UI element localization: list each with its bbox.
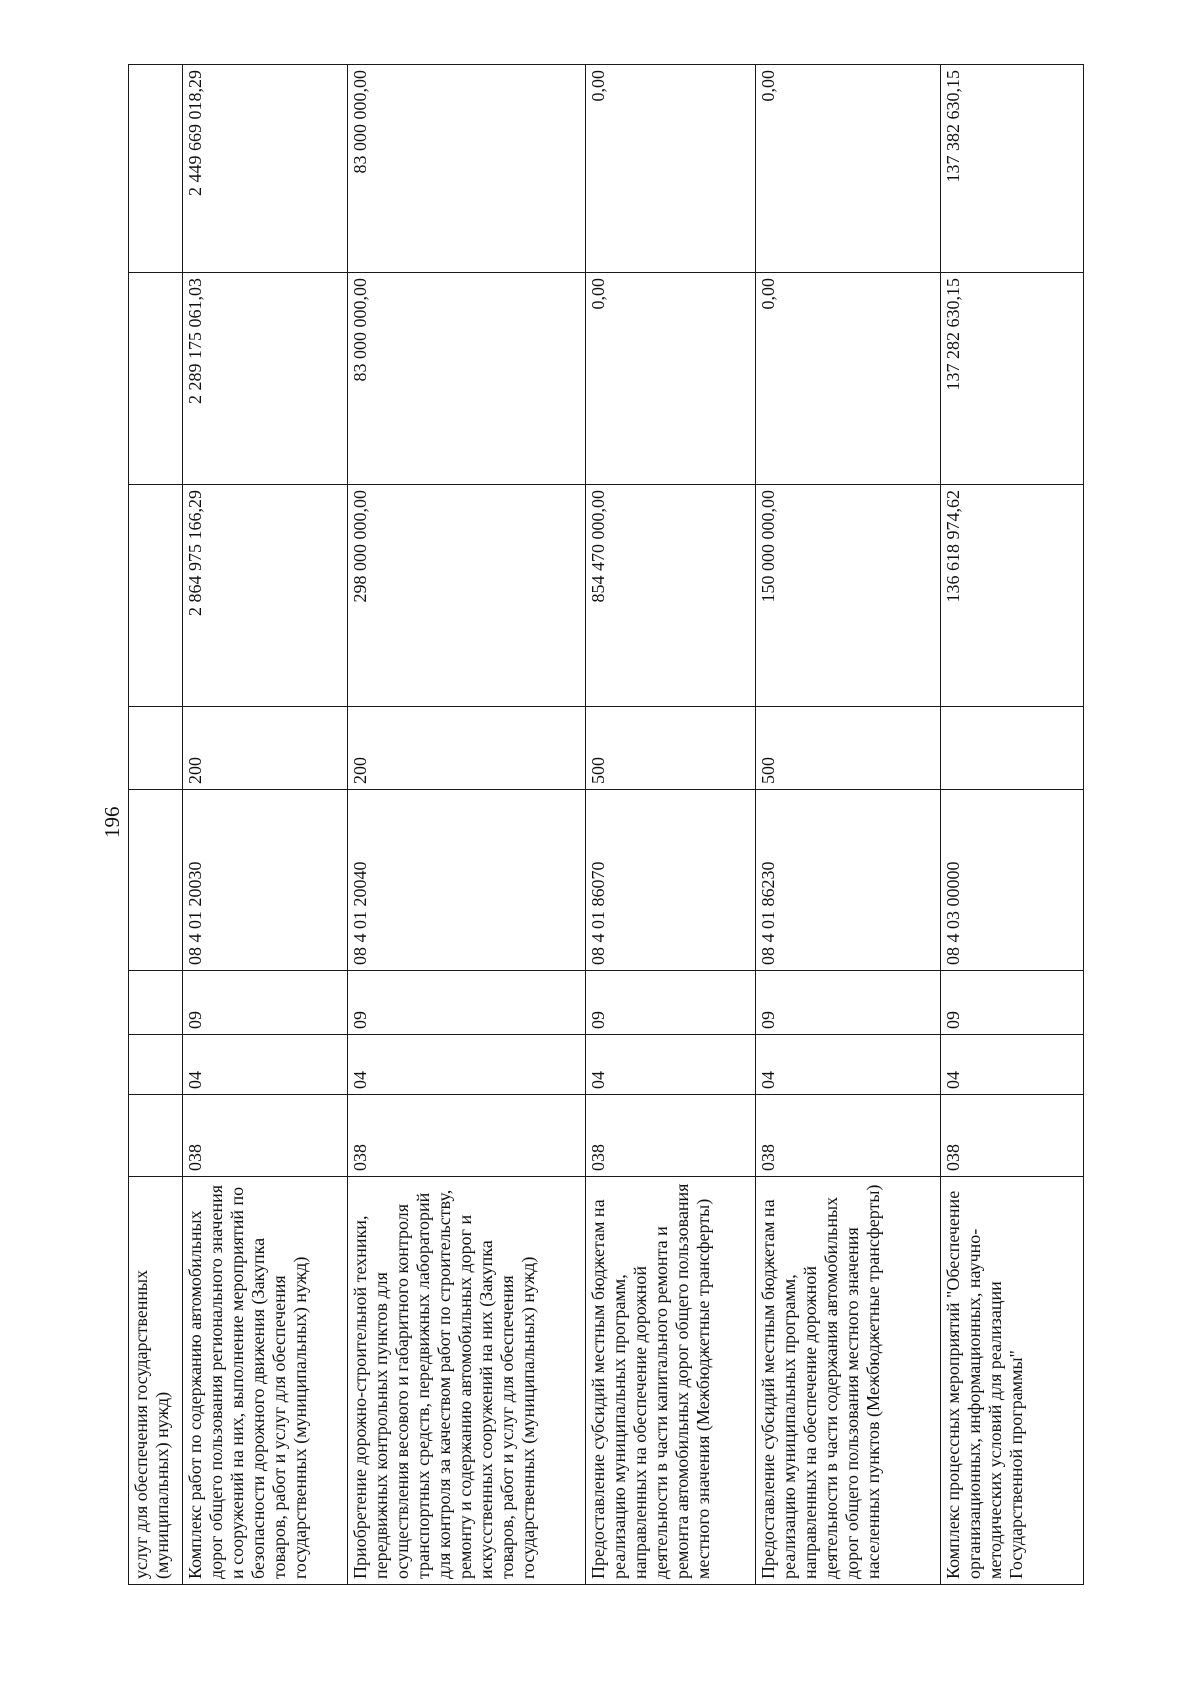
cell-sum-2: 0,00 <box>586 273 756 485</box>
cell-rz: 04 <box>941 1035 1084 1095</box>
row-name: Предоставление субсидий местным бюджетам на реализацию муниципальных программ, направленных на обеспечение дорожной деятельности в части содержания автомобильных дорог общего пользования местного значения населенных пунктов (Межбюджетные трансферты) <box>756 1177 941 1585</box>
cell-pr: 09 <box>183 971 348 1035</box>
cell-sum-2: 137 282 630,15 <box>941 273 1084 485</box>
cell-rz: 04 <box>183 1035 348 1095</box>
cell-sum-1: 136 618 974,62 <box>941 485 1084 707</box>
page-number: 196 <box>100 806 124 838</box>
table-row <box>183 65 348 1585</box>
cell-sum-3: 137 382 630,15 <box>941 65 1084 273</box>
budget-table <box>128 64 1084 1585</box>
cell-csr: 08 4 01 20030 <box>183 790 348 971</box>
cell-gp <box>129 1095 183 1177</box>
cell-vr <box>941 707 1084 790</box>
table-row <box>756 65 941 1585</box>
cell-vr: 200 <box>348 707 586 790</box>
rotated-table-frame <box>128 65 1083 1585</box>
cell-pr: 09 <box>756 971 941 1035</box>
cell-pr: 09 <box>586 971 756 1035</box>
cell-rz: 04 <box>586 1035 756 1095</box>
cell-gp: 038 <box>756 1095 941 1177</box>
cell-gp: 038 <box>183 1095 348 1177</box>
cell-csr <box>129 790 183 971</box>
cell-gp: 038 <box>941 1095 1084 1177</box>
table-row <box>586 65 756 1585</box>
cell-sum-3 <box>129 65 183 273</box>
cell-vr <box>129 707 183 790</box>
cell-csr: 08 4 01 20040 <box>348 790 586 971</box>
row-name: Приобретение дорожно-строительной техники, передвижных контрольных пунктов для осуществления весового и габаритного контроля транспортных средств, передвижных лабораторий для контроля за качеством работ по строительству, ремонту и содержанию автомобильных дорог и искусственных сооружений на них (Закупка товаров, работ и услуг для обеспечения государственных (муниципальных) нужд) <box>348 1177 586 1585</box>
cell-sum-2: 83 000 000,00 <box>348 273 586 485</box>
cell-gp: 038 <box>348 1095 586 1177</box>
cell-sum-1: 150 000 000,00 <box>756 485 941 707</box>
cell-rz: 04 <box>756 1035 941 1095</box>
cell-rz <box>129 1035 183 1095</box>
cell-rz: 04 <box>348 1035 586 1095</box>
row-name: Предоставление субсидий местным бюджетам на реализацию муниципальных программ, направленных на обеспечение дорожной деятельности в части капитального ремонта и ремонта автомобильных дорог общего пользования местного значения (Межбюджетные трансферты) <box>586 1177 756 1585</box>
cell-sum-3: 0,00 <box>586 65 756 273</box>
cell-gp: 038 <box>586 1095 756 1177</box>
cell-csr: 08 4 03 00000 <box>941 790 1084 971</box>
cell-sum-1: 854 470 000,00 <box>586 485 756 707</box>
table-row <box>348 65 586 1585</box>
cell-sum-3: 0,00 <box>756 65 941 273</box>
cell-csr: 08 4 01 86070 <box>586 790 756 971</box>
cell-pr: 09 <box>941 971 1084 1035</box>
table-row <box>941 65 1084 1585</box>
cell-sum-1 <box>129 485 183 707</box>
cell-sum-2: 0,00 <box>756 273 941 485</box>
cell-vr: 500 <box>586 707 756 790</box>
cell-sum-1: 298 000 000,00 <box>348 485 586 707</box>
cell-sum-2 <box>129 273 183 485</box>
cell-csr: 08 4 01 86230 <box>756 790 941 971</box>
cell-sum-2: 2 289 175 061,03 <box>183 273 348 485</box>
cell-vr: 200 <box>183 707 348 790</box>
cell-vr: 500 <box>756 707 941 790</box>
cell-pr <box>129 971 183 1035</box>
cell-sum-1: 2 864 975 166,29 <box>183 485 348 707</box>
cell-sum-3: 2 449 669 018,29 <box>183 65 348 273</box>
cell-pr: 09 <box>348 971 586 1035</box>
table-row <box>129 65 183 1585</box>
row-name: Комплекс работ по содержанию автомобильных дорог общего пользования регионального значения и сооружений на них, выполнение мероприятий по безопасности дорожного движения (Закупка товаров, работ и услуг для обеспечения государственных (муниципальных) нужд) <box>183 1177 348 1585</box>
row-name: Комплекс процессных мероприятий "Обеспечение организационных, информационных, научно-методических условий для реализации Государственной программы" <box>941 1177 1084 1585</box>
cell-sum-3: 83 000 000,00 <box>348 65 586 273</box>
row-name: услуг для обеспечения государственных (муниципальных) нужд) <box>129 1177 183 1585</box>
